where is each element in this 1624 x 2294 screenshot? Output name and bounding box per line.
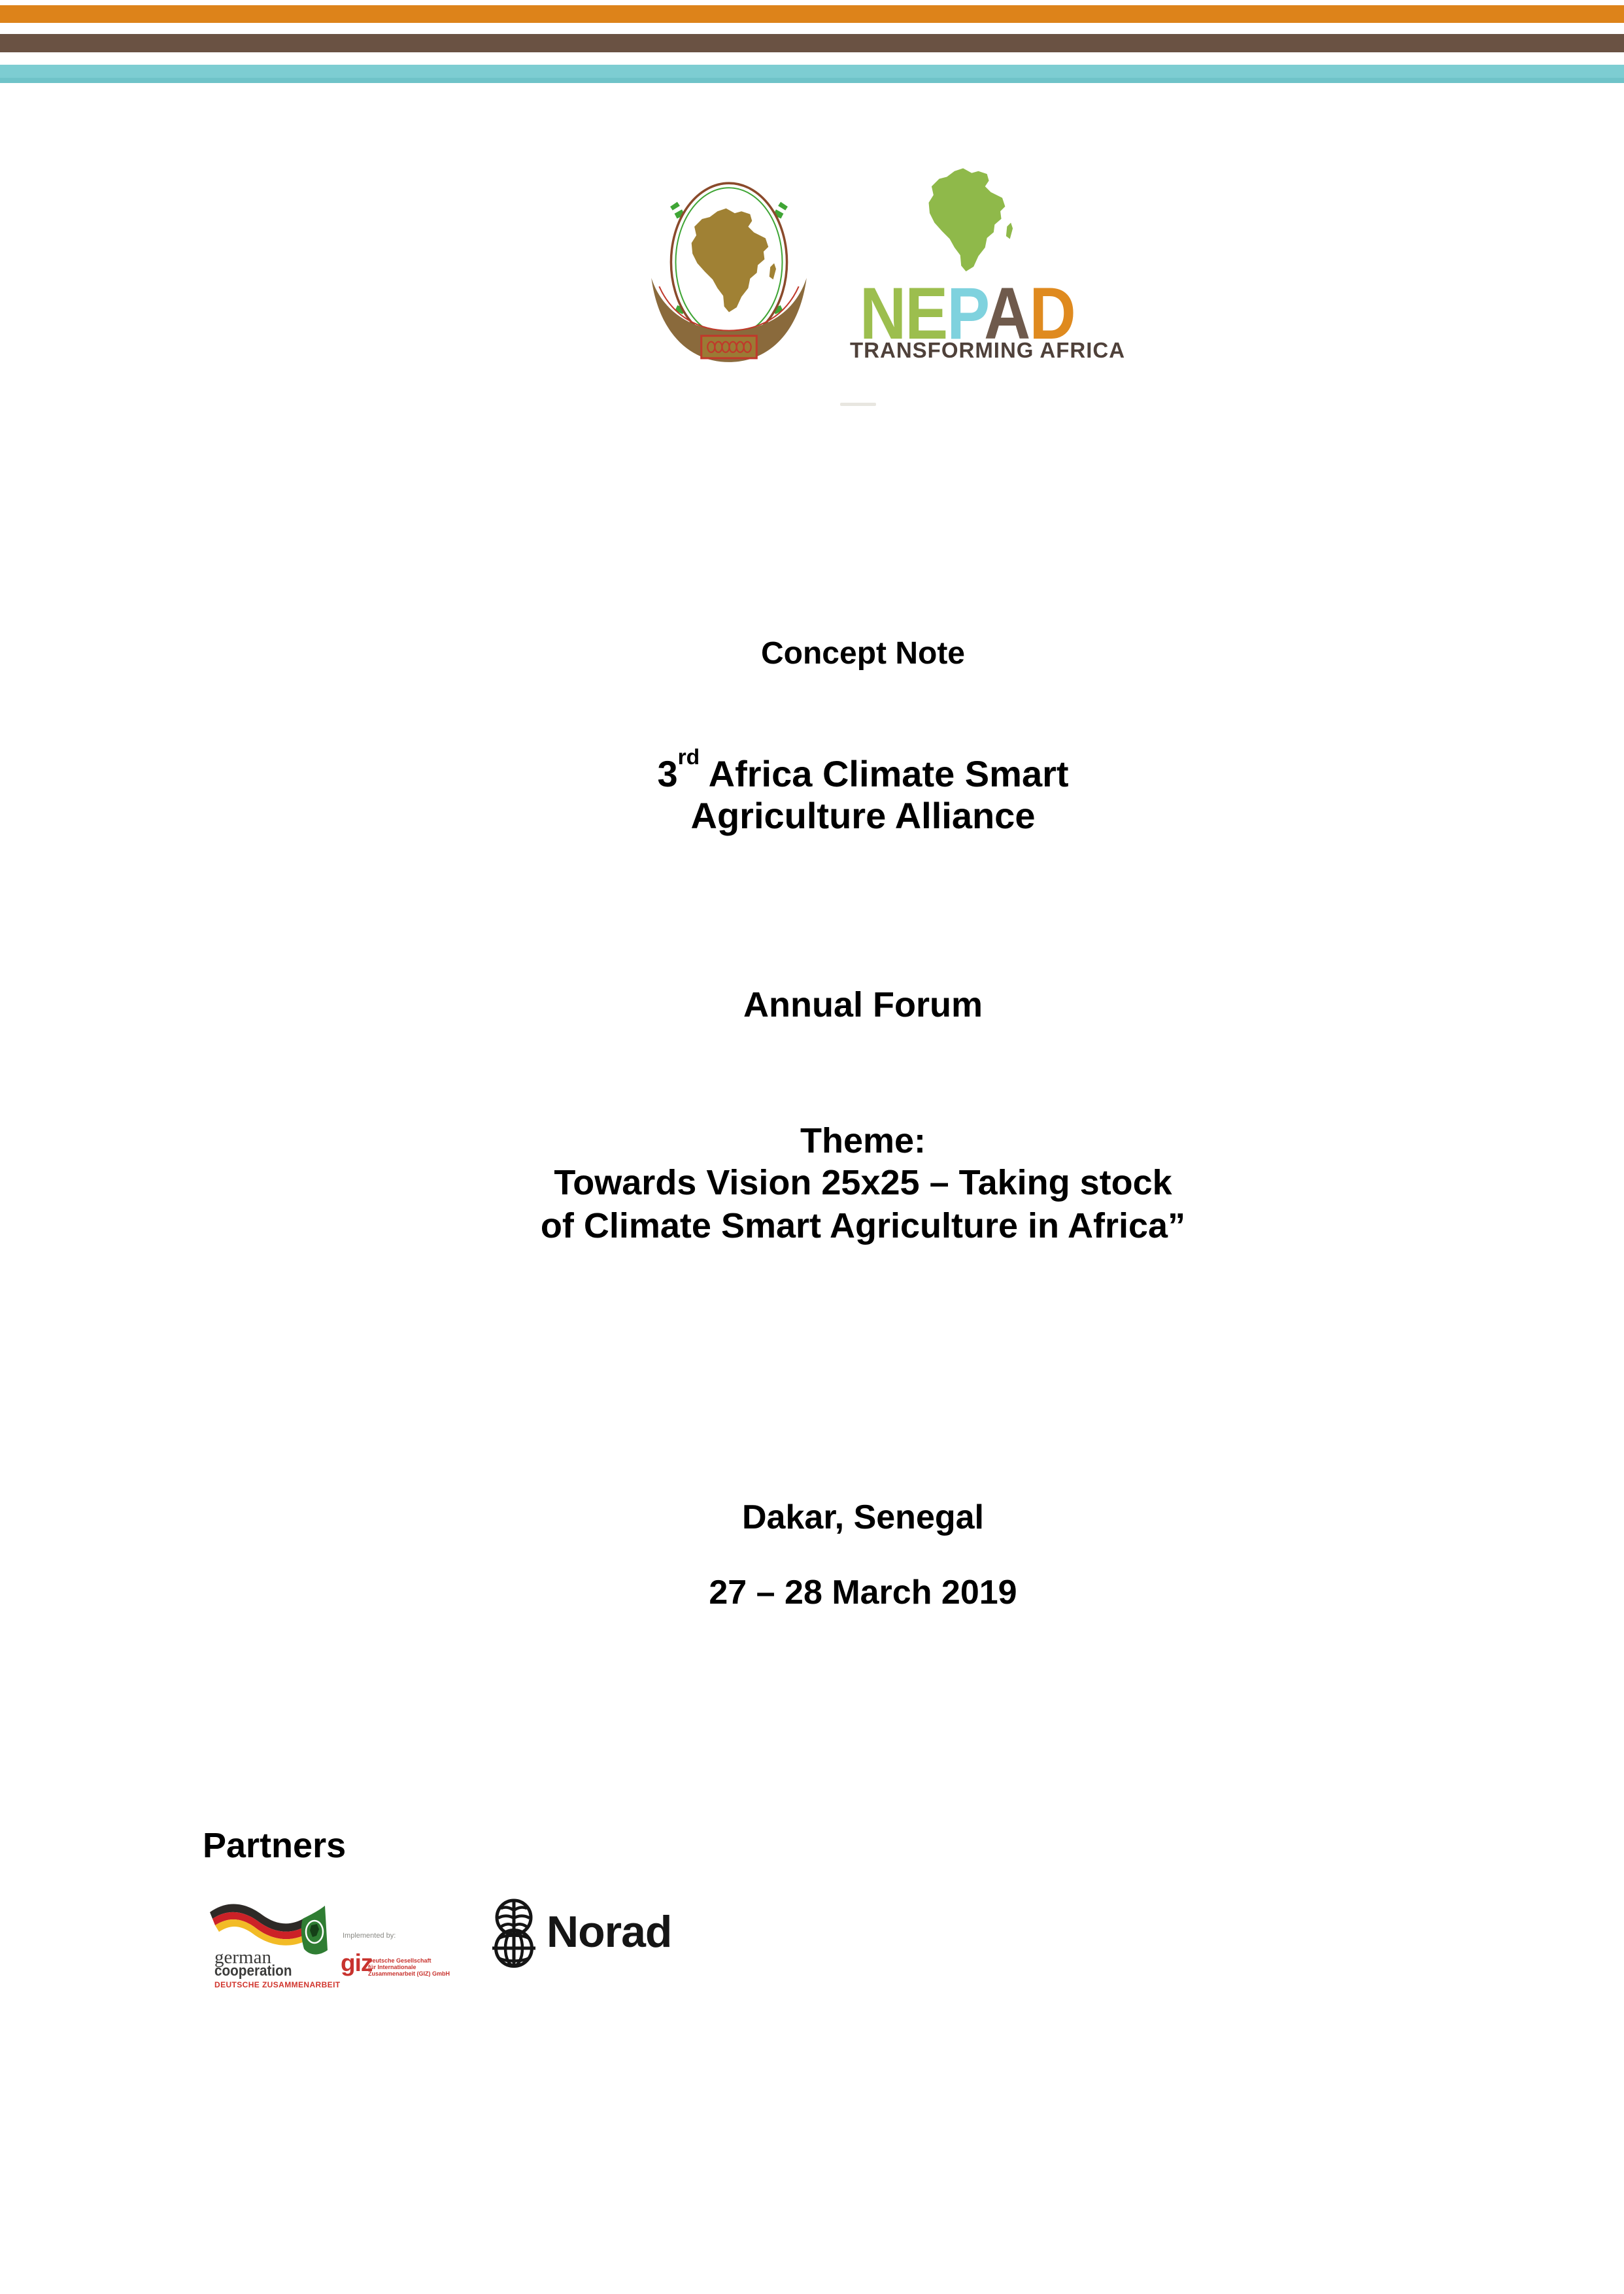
top-bar-orange — [0, 5, 1624, 23]
top-bar-teal — [0, 65, 1624, 83]
nepad-tagline: TRANSFORMING AFRICA — [850, 338, 1126, 362]
giz-desc-line3: Zusammenarbeit (GIZ) GmbH — [368, 1970, 450, 1977]
nepad-letter: A — [984, 273, 1030, 354]
forum-title: Annual Forum — [743, 985, 983, 1024]
theme-line2: of Climate Smart Agriculture in Africa” — [540, 1206, 1186, 1245]
top-bar-brown — [0, 34, 1624, 52]
german-cooperation-line3: DEUTSCHE ZUSAMMENARBEIT — [214, 1980, 341, 1989]
giz-desc-line2: für Internationale — [368, 1964, 416, 1970]
nepad-letter: E — [905, 273, 947, 354]
location-line: Dakar, Senegal — [742, 1498, 984, 1536]
german-cooperation-line1: german — [214, 1947, 271, 1968]
partners-heading: Partners — [203, 1826, 347, 1865]
nepad-africa-map-icon — [912, 165, 1020, 275]
theme-line1: Towards Vision 25x25 – Taking stock — [554, 1163, 1172, 1202]
nepad-letter: D — [1029, 273, 1075, 354]
german-cooperation-line2: cooperation — [214, 1962, 292, 1979]
nepad-letter: P — [947, 273, 985, 354]
doc-type-title: Concept Note — [761, 636, 965, 671]
event-number: 3 — [657, 753, 678, 794]
event-title-rest: Africa Climate Smart — [700, 753, 1069, 794]
norad-wordmark: Norad — [547, 1907, 672, 1957]
event-title-line1 — [203, 745, 1523, 794]
nepad-letter: N — [860, 273, 905, 354]
giz-desc-line1: Deutsche Gesellschaft — [368, 1957, 431, 1964]
giz-implemented-by: Implemented by: — [343, 1932, 396, 1940]
african-union-logo-icon — [633, 165, 825, 369]
giz-wordmark: giz — [341, 1949, 373, 1976]
theme-label: Theme: — [800, 1121, 926, 1160]
event-ordinal: rd — [677, 745, 700, 770]
norad-emblem-icon — [490, 1897, 537, 1970]
dates-line: 27 – 28 March 2019 — [709, 1574, 1017, 1611]
event-title-line2: Agriculture Alliance — [690, 795, 1036, 836]
faint-smudge — [840, 403, 876, 406]
